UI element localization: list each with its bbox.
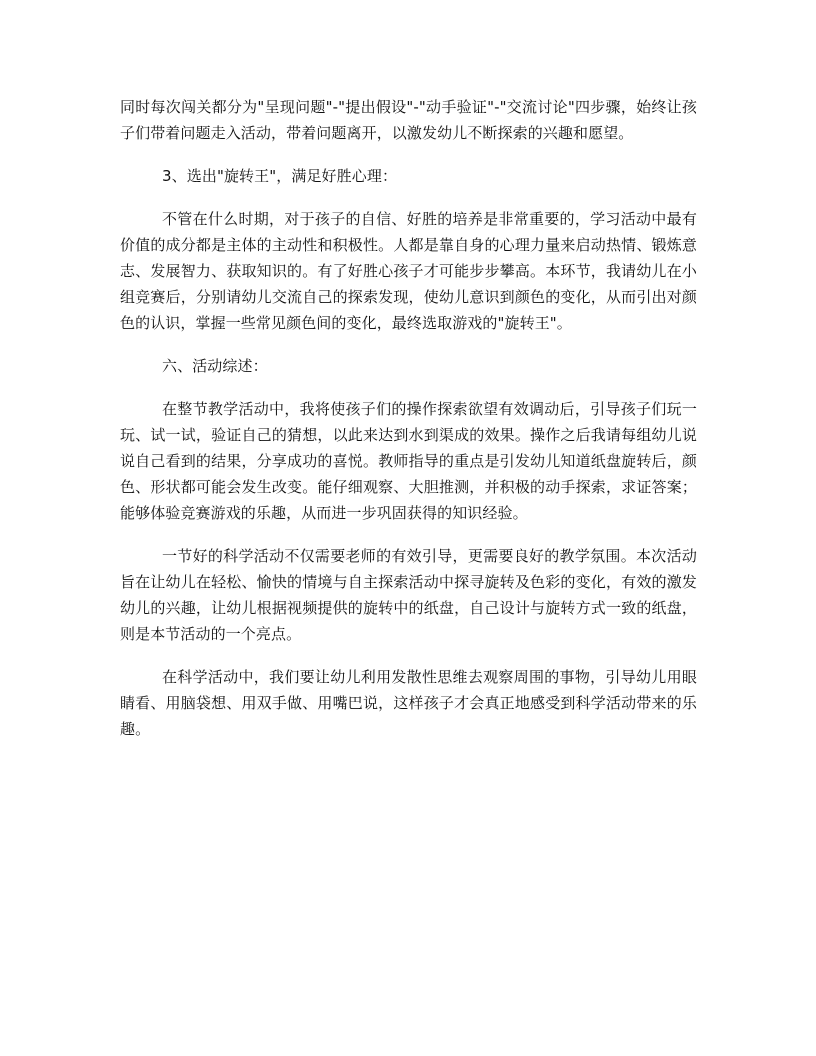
paragraph-stages: 同时每次闯关都分为"呈现问题"-"提出假设"-"动手验证"-"交流讨论"四步骤，始终让孩子们带着问题走入活动，带着问题离开，以激发幼儿不断探索的兴趣和愿望。	[120, 98, 697, 142]
section-heading-activity-summary: 六、活动综述：	[162, 357, 268, 375]
paragraph-competitiveness: 不管在什么时期，对于孩子的自信、好胜的培养是非常重要的，学习活动中最有价值的成分都是主体的主动性和积极性。人都是靠自身的心理力量来启动热情、锻炼意志、发展智力、获取知识的。有了好胜心孩子才可能步步攀高。本环节，我请幼儿在小组竞赛后，分别请幼儿交流自己的探索发现，使幼儿意识到颜色的变化，从而引出对颜色的认识，掌握一些常见颜色间的变化，最终选取游戏的"旋转王"。	[120, 210, 697, 332]
document-page	[120, 94, 697, 742]
paragraph-science-activity: 一节好的科学活动不仅需要老师的有效引导，更需要良好的教学氛围。本次活动旨在让幼儿在轻松、愉快的情境与自主探索活动中探寻旋转及色彩的变化，有效的激发幼儿的兴趣，让幼儿根据视频提供的旋转中的纸盘，自己设计与旋转方式一致的纸盘，则是本节活动的一个亮点。	[120, 547, 697, 643]
section-heading-rotation-king: 3、选出"旋转王"，满足好胜心理：	[162, 167, 398, 185]
paragraph-summary: 在整节教学活动中，我将使孩子们的操作探索欲望有效调动后，引导孩子们玩一玩、试一试，验证自己的猜想，以此来达到水到渠成的效果。操作之后我请每组幼儿说说自己看到的结果，分享成功的喜悦。教师指导的重点是引发幼儿知道纸盘旋转后，颜色、形状都可能会发生改变。能仔细观察、大胆推测，并积极的动手探索，求证答案；能够体验竞赛游戏的乐趣，从而进一步巩固获得的知识经验。	[120, 400, 697, 522]
paragraph-divergent-thinking: 在科学活动中，我们要让幼儿利用发散性思维去观察周围的事物，引导幼儿用眼睛看、用脑袋想、用双手做、用嘴巴说，这样孩子才会真正地感受到科学活动带来的乐趣。	[120, 668, 697, 738]
